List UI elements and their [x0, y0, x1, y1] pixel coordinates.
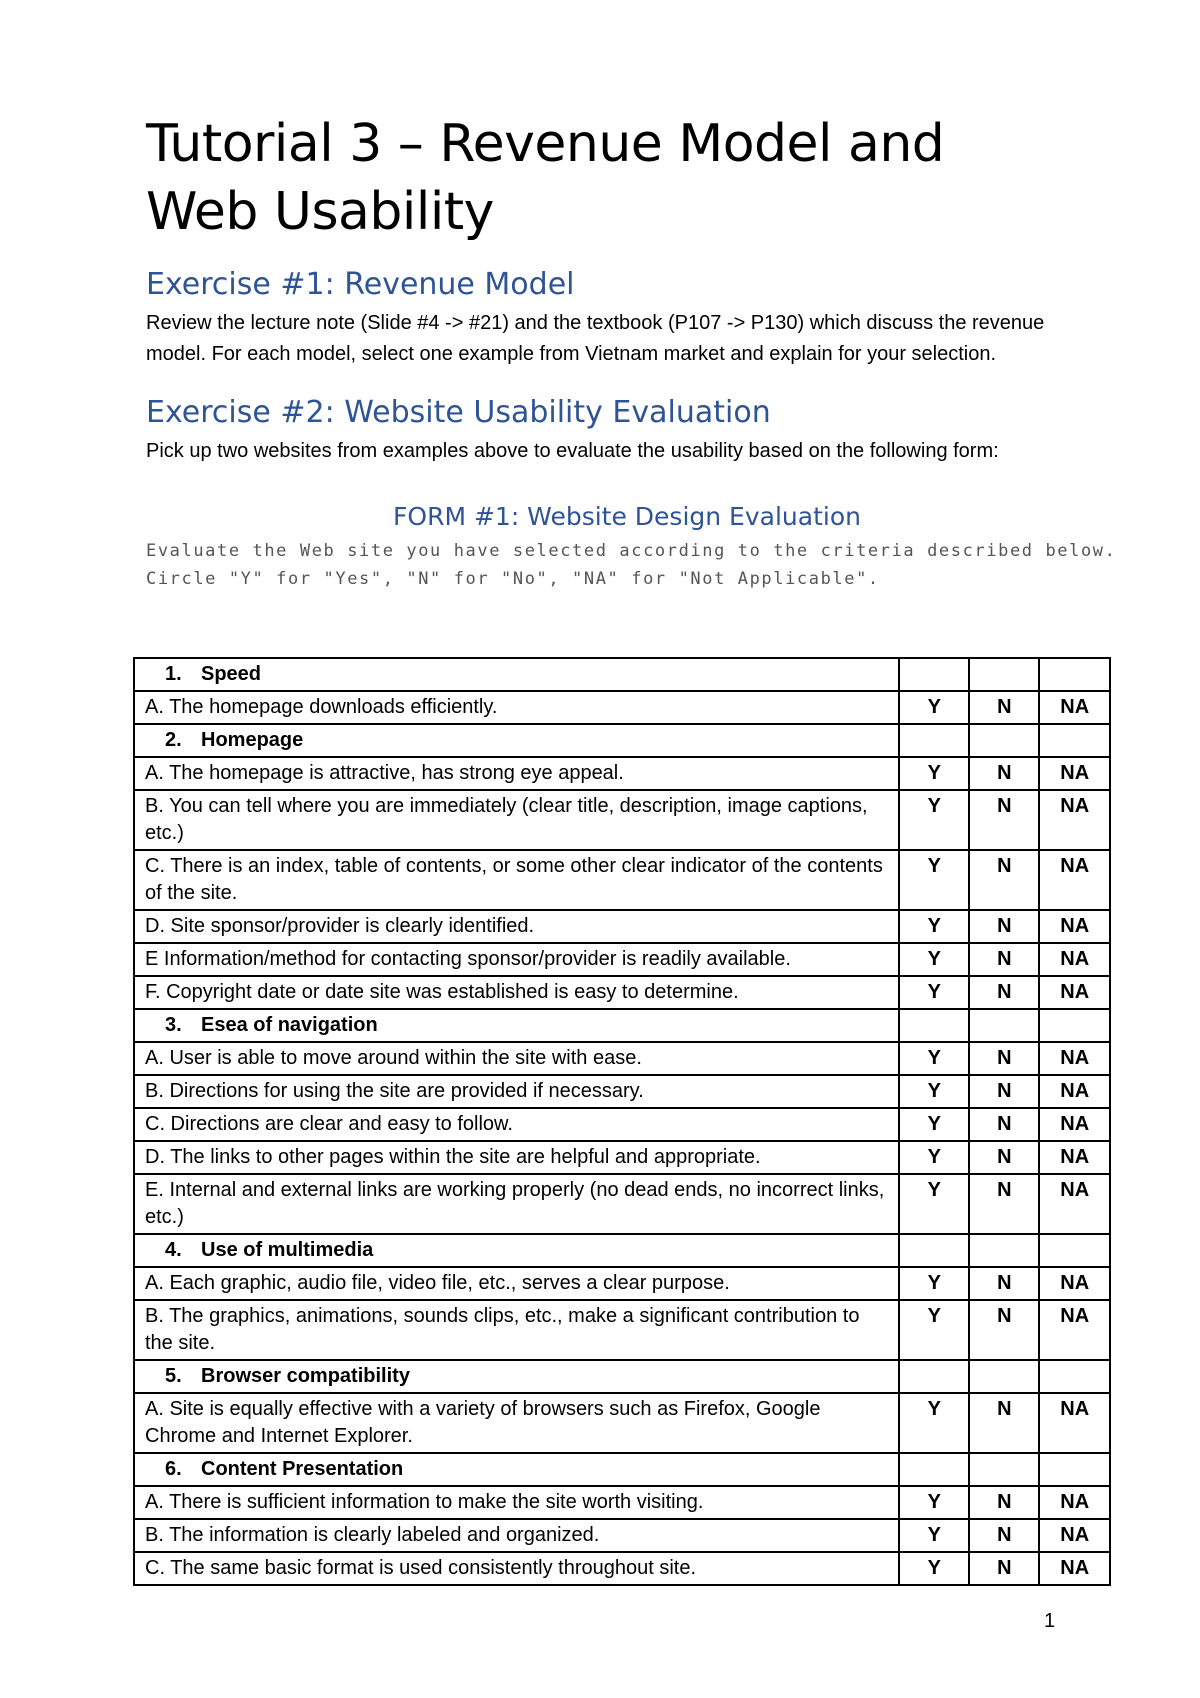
criterion-row	[134, 1519, 1110, 1552]
na-option[interactable]: NA	[1039, 1267, 1110, 1300]
section-heading	[134, 1234, 899, 1267]
na-option[interactable]: NA	[1039, 910, 1110, 943]
document-title	[146, 110, 1108, 246]
section-heading	[134, 724, 899, 757]
exercise2-body: Pick up two websites from examples above to evaluate the usability based on the following form:	[146, 440, 999, 462]
no-option[interactable]: N	[969, 943, 1039, 976]
no-option[interactable]: N	[969, 691, 1039, 724]
na-option[interactable]: NA	[1039, 1552, 1110, 1585]
document-title-line1: Tutorial 3 – Revenue Model and	[146, 114, 945, 174]
yes-option[interactable]: Y	[899, 910, 969, 943]
empty-cell	[1039, 724, 1110, 757]
yes-option[interactable]: Y	[899, 1300, 969, 1360]
empty-cell	[899, 1360, 969, 1393]
section-label: Esea of navigation	[201, 1014, 378, 1036]
na-option[interactable]: NA	[1039, 1486, 1110, 1519]
criterion-text: E. Internal and external links are working properly (no dead ends, no incorrect links, etc.)	[134, 1174, 899, 1234]
yes-option[interactable]: Y	[899, 1108, 969, 1141]
section-row	[134, 1453, 1110, 1486]
no-option[interactable]: N	[969, 1552, 1039, 1585]
criterion-text: A. Each graphic, audio file, video file, etc., serves a clear purpose.	[134, 1267, 899, 1300]
exercise1-heading: Exercise #1: Revenue Model	[146, 267, 575, 302]
criterion-text: C. There is an index, table of contents, or some other clear indicator of the contents of the site.	[134, 850, 899, 910]
form-instruction-line2: Circle "Y" for "Yes", "N" for "No", "NA" for "Not Applicable".	[146, 569, 880, 589]
section-number: 3.	[165, 1014, 182, 1036]
empty-cell	[899, 1453, 969, 1486]
no-option[interactable]: N	[969, 1519, 1039, 1552]
criterion-text: F. Copyright date or date site was established is easy to determine.	[134, 976, 899, 1009]
criterion-text: B. The graphics, animations, sounds clips, etc., make a significant contribution to the site.	[134, 1300, 899, 1360]
criterion-text: A. Site is equally effective with a variety of browsers such as Firefox, Google Chrome and Internet Explorer.	[134, 1393, 899, 1453]
criterion-row	[134, 1300, 1110, 1360]
yes-option[interactable]: Y	[899, 1174, 969, 1234]
section-row	[134, 1234, 1110, 1267]
document-title-line2: Web Usability	[146, 182, 494, 242]
yes-option[interactable]: Y	[899, 1519, 969, 1552]
na-option[interactable]: NA	[1039, 757, 1110, 790]
exercise1-body: Review the lecture note (Slide #4 -> #21) and the textbook (P107 -> P130) which discuss the revenue model. For each model, select one example from Vietnam market and explain for your selection.	[146, 312, 1045, 365]
criterion-row	[134, 943, 1110, 976]
section-number: 2.	[165, 729, 182, 751]
exercise2-heading: Exercise #2: Website Usability Evaluation	[146, 395, 771, 430]
section-row	[134, 1360, 1110, 1393]
criterion-row	[134, 691, 1110, 724]
empty-cell	[969, 658, 1039, 691]
no-option[interactable]: N	[969, 1108, 1039, 1141]
criterion-row	[134, 1141, 1110, 1174]
na-option[interactable]: NA	[1039, 691, 1110, 724]
criterion-text: B. The information is clearly labeled and organized.	[134, 1519, 899, 1552]
criterion-text: E Information/method for contacting sponsor/provider is readily available.	[134, 943, 899, 976]
no-option[interactable]: N	[969, 1393, 1039, 1453]
criterion-text: A. The homepage downloads efficiently.	[134, 691, 899, 724]
criterion-text: D. The links to other pages within the site are helpful and appropriate.	[134, 1141, 899, 1174]
section-label: Content Presentation	[201, 1458, 404, 1480]
criterion-row	[134, 1486, 1110, 1519]
criterion-row	[134, 1552, 1110, 1585]
criterion-row	[134, 1267, 1110, 1300]
yes-option[interactable]: Y	[899, 1552, 969, 1585]
criterion-row	[134, 910, 1110, 943]
section-number: 6.	[165, 1458, 182, 1480]
na-option[interactable]: NA	[1039, 976, 1110, 1009]
na-option[interactable]: NA	[1039, 850, 1110, 910]
na-option[interactable]: NA	[1039, 1519, 1110, 1552]
yes-option[interactable]: Y	[899, 850, 969, 910]
document-page	[146, 110, 1117, 593]
page-number: 1	[1044, 1610, 1056, 1632]
yes-option[interactable]: Y	[899, 1075, 969, 1108]
no-option[interactable]: N	[969, 1075, 1039, 1108]
na-option[interactable]: NA	[1039, 1300, 1110, 1360]
empty-cell	[969, 1234, 1039, 1267]
criterion-text: C. The same basic format is used consistently throughout site.	[134, 1552, 899, 1585]
empty-cell	[899, 724, 969, 757]
section-number: 5.	[165, 1365, 182, 1387]
criterion-text: D. Site sponsor/provider is clearly identified.	[134, 910, 899, 943]
empty-cell	[969, 1360, 1039, 1393]
criterion-row	[134, 1393, 1110, 1453]
na-option[interactable]: NA	[1039, 1393, 1110, 1453]
empty-cell	[1039, 1234, 1110, 1267]
yes-option[interactable]: Y	[899, 1486, 969, 1519]
criterion-row	[134, 850, 1110, 910]
criterion-row	[134, 790, 1110, 850]
empty-cell	[969, 1453, 1039, 1486]
na-option[interactable]: NA	[1039, 790, 1110, 850]
empty-cell	[969, 724, 1039, 757]
criterion-row	[134, 1075, 1110, 1108]
yes-option[interactable]: Y	[899, 943, 969, 976]
evaluation-table-body	[134, 658, 1110, 1585]
yes-option[interactable]: Y	[899, 1393, 969, 1453]
criterion-row	[134, 1108, 1110, 1141]
form-instruction-line1: Evaluate the Web site you have selected according to the criteria described below.	[146, 541, 1117, 561]
na-option[interactable]: NA	[1039, 1108, 1110, 1141]
na-option[interactable]: NA	[1039, 943, 1110, 976]
no-option[interactable]: N	[969, 850, 1039, 910]
criterion-text: A. User is able to move around within the site with ease.	[134, 1042, 899, 1075]
criterion-text: A. There is sufficient information to make the site worth visiting.	[134, 1486, 899, 1519]
no-option[interactable]: N	[969, 976, 1039, 1009]
section-heading	[134, 1360, 899, 1393]
na-option[interactable]: NA	[1039, 1141, 1110, 1174]
no-option[interactable]: N	[969, 910, 1039, 943]
no-option[interactable]: N	[969, 1141, 1039, 1174]
empty-cell	[899, 1009, 969, 1042]
criterion-text: A. The homepage is attractive, has strong eye appeal.	[134, 757, 899, 790]
yes-option[interactable]: Y	[899, 1267, 969, 1300]
empty-cell	[1039, 1453, 1110, 1486]
evaluation-table	[133, 657, 1111, 1586]
na-option[interactable]: NA	[1039, 1075, 1110, 1108]
section-number: 1.	[165, 663, 182, 685]
no-option[interactable]: N	[969, 1300, 1039, 1360]
na-option[interactable]: NA	[1039, 1174, 1110, 1234]
no-option[interactable]: N	[969, 790, 1039, 850]
section-heading	[134, 1009, 899, 1042]
empty-cell	[1039, 658, 1110, 691]
section-label: Homepage	[201, 729, 304, 751]
empty-cell	[1039, 1360, 1110, 1393]
section-heading	[134, 1453, 899, 1486]
yes-option[interactable]: Y	[899, 1042, 969, 1075]
section-label: Use of multimedia	[201, 1239, 374, 1261]
section-label: Browser compatibility	[201, 1365, 410, 1387]
yes-option[interactable]: Y	[899, 691, 969, 724]
no-option[interactable]: N	[969, 1486, 1039, 1519]
criterion-text: B. You can tell where you are immediately (clear title, description, image captions, etc.)	[134, 790, 899, 850]
criterion-row	[134, 1042, 1110, 1075]
empty-cell	[969, 1009, 1039, 1042]
yes-option[interactable]: Y	[899, 790, 969, 850]
section-row	[134, 1009, 1110, 1042]
criterion-text: B. Directions for using the site are provided if necessary.	[134, 1075, 899, 1108]
section-label: Speed	[201, 663, 262, 685]
yes-option[interactable]: Y	[899, 976, 969, 1009]
yes-option[interactable]: Y	[899, 757, 969, 790]
form-title: FORM #1: Website Design Evaluation	[393, 502, 861, 531]
no-option[interactable]: N	[969, 1267, 1039, 1300]
criterion-text: C. Directions are clear and easy to follow.	[134, 1108, 899, 1141]
criterion-row	[134, 976, 1110, 1009]
section-row	[134, 658, 1110, 691]
section-row	[134, 724, 1110, 757]
empty-cell	[1039, 1009, 1110, 1042]
na-option[interactable]: NA	[1039, 1042, 1110, 1075]
no-option[interactable]: N	[969, 1042, 1039, 1075]
empty-cell	[899, 658, 969, 691]
section-heading	[134, 658, 899, 691]
criterion-row	[134, 1174, 1110, 1234]
yes-option[interactable]: Y	[899, 1141, 969, 1174]
no-option[interactable]: N	[969, 757, 1039, 790]
criterion-row	[134, 757, 1110, 790]
section-number: 4.	[165, 1239, 182, 1261]
no-option[interactable]: N	[969, 1174, 1039, 1234]
empty-cell	[899, 1234, 969, 1267]
